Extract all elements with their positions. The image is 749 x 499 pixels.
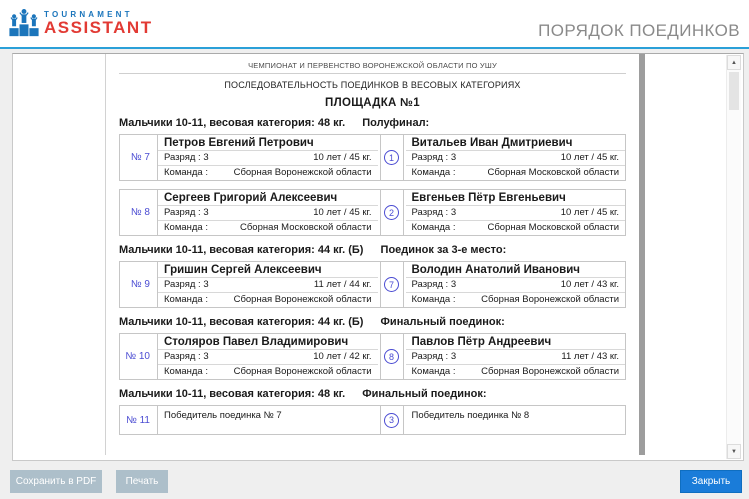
fighter-card-right	[406, 190, 626, 235]
vertical-scrollbar[interactable]	[726, 55, 741, 459]
mat-order-circle: 7	[384, 277, 399, 292]
fighter-team-row	[406, 365, 626, 379]
section-fights	[119, 134, 626, 236]
mat-order-cell	[380, 135, 404, 180]
scrollbar-track[interactable]	[727, 110, 741, 444]
grade-label: Разряд : 3	[164, 279, 209, 290]
fighter-card-right	[406, 262, 626, 307]
team-label: Команда :	[411, 366, 456, 377]
age-weight-value: 10 лет / 43 кг.	[560, 279, 619, 290]
mat-order-cell	[380, 190, 404, 235]
print-button[interactable]: Печать	[116, 470, 168, 493]
team-name: Сборная Воронежской области	[481, 294, 619, 305]
section-heading	[119, 316, 626, 328]
age-weight-value: 10 лет / 45 кг.	[313, 207, 372, 218]
fighter-name: Витальев Иван Дмитриевич	[406, 135, 626, 151]
team-label: Команда :	[411, 222, 456, 233]
mat-order-cell	[380, 334, 404, 379]
team-name: Сборная Воронежской области	[233, 366, 372, 377]
fighter-name: Евгеньев Пётр Евгеньевич	[406, 190, 626, 206]
fighter-card-left	[158, 334, 378, 379]
fighter-team-row	[158, 221, 378, 235]
tournament-podium-icon	[8, 7, 40, 38]
fighter-grade-row	[406, 151, 626, 166]
team-label: Команда :	[411, 294, 456, 305]
mat-order-circle: 1	[384, 150, 399, 165]
app-header	[0, 0, 749, 47]
report-page	[105, 54, 645, 455]
category-label: Мальчики 10-11, весовая категория: 44 кг. (Б)	[119, 244, 364, 256]
fight-row	[119, 261, 626, 308]
grade-label: Разряд : 3	[411, 152, 457, 163]
section-fights	[119, 405, 626, 435]
team-name: Сборная Воронежской области	[233, 294, 372, 305]
fighter-grade-row	[406, 278, 626, 293]
fighter-team-row	[158, 166, 378, 180]
fighter-card-right	[406, 334, 626, 379]
team-name: Сборная Московской области	[487, 167, 619, 178]
team-name: Сборная Московской области	[240, 222, 372, 233]
mat-order-cell	[380, 406, 404, 434]
scroll-up-button[interactable]	[727, 55, 741, 70]
team-label: Команда :	[164, 294, 208, 305]
sections-container	[119, 117, 626, 435]
logo-assistant-text: ASSISTANT	[44, 17, 153, 37]
age-weight-value: 10 лет / 42 кг.	[313, 351, 372, 362]
stage-label: Полуфинал:	[362, 117, 430, 129]
fight-number: № 10	[120, 334, 158, 379]
grade-label: Разряд : 3	[411, 207, 457, 218]
team-label: Команда :	[164, 222, 208, 233]
fight-row	[119, 189, 626, 236]
fighter-name: Петров Евгений Петрович	[158, 135, 378, 151]
fight-number: № 8	[120, 190, 158, 235]
category-section	[119, 388, 626, 435]
fighter-name: Гришин Сергей Алексеевич	[158, 262, 378, 278]
team-label: Команда :	[164, 366, 208, 377]
stage-label: Поединок за 3-е место:	[380, 244, 507, 256]
close-button[interactable]: Закрыть	[680, 470, 742, 493]
team-name: Сборная Воронежской области	[481, 366, 619, 377]
header-divider	[0, 47, 749, 49]
team-label: Команда :	[164, 167, 208, 178]
category-section	[119, 244, 626, 308]
fighter-team-row	[406, 293, 626, 307]
fighter-grade-row	[158, 151, 378, 166]
stage-label: Финальный поединок:	[380, 316, 505, 328]
team-label: Команда :	[411, 167, 456, 178]
fighter-name: Павлов Пётр Андреевич	[406, 334, 626, 350]
logo	[8, 7, 153, 38]
fight-number: № 9	[120, 262, 158, 307]
fighter-name: Володин Анатолий Иванович	[406, 262, 626, 278]
winner-placeholder-left: Победитель поединка № 7	[164, 410, 282, 421]
grade-label: Разряд : 3	[164, 351, 209, 362]
fighter-name: Столяров Павел Владимирович	[158, 334, 378, 350]
grade-label: Разряд : 3	[164, 207, 209, 218]
fighter-grade-row	[158, 278, 378, 293]
fighter-grade-row	[406, 206, 626, 221]
section-heading	[119, 244, 626, 256]
logo-tournament-text: TOURNAMENT	[44, 9, 133, 19]
fight-row	[119, 134, 626, 181]
section-fights	[119, 333, 626, 380]
save-pdf-button[interactable]: Сохранить в PDF	[10, 470, 102, 493]
down-arrow-icon: ▼	[731, 448, 737, 455]
grade-label: Разряд : 3	[164, 152, 209, 163]
fighter-grade-row	[158, 206, 378, 221]
grade-label: Разряд : 3	[411, 351, 457, 362]
fight-number: № 11	[120, 406, 158, 434]
championship-title: ЧЕМПИОНАТ И ПЕРВЕНСТВО ВОРОНЕЖСКОЙ ОБЛАСТИ ПО УШУ	[248, 61, 497, 70]
footer-bar	[0, 462, 749, 499]
grade-label: Разряд : 3	[411, 279, 457, 290]
mat-order-cell	[380, 262, 404, 307]
up-arrow-icon: ▲	[731, 59, 737, 66]
fighter-team-row	[158, 365, 378, 379]
area-title: ПЛОЩАДКА №1	[325, 97, 420, 109]
fighter-grade-row	[158, 350, 378, 365]
age-weight-value: 10 лет / 45 кг.	[313, 152, 372, 163]
winner-placeholder-right: Победитель поединка № 8	[411, 410, 530, 421]
report-subtitle: ПОСЛЕДОВАТЕЛЬНОСТЬ ПОЕДИНКОВ В ВЕСОВЫХ КАТЕГОРИЯХ	[224, 80, 521, 90]
fighter-team-row	[406, 221, 626, 235]
team-name: Сборная Воронежской области	[233, 167, 372, 178]
fighter-card-left	[158, 135, 378, 180]
fighter-team-row	[406, 166, 626, 180]
scrollbar-thumb[interactable]	[729, 72, 739, 110]
section-fights	[119, 261, 626, 308]
team-name: Сборная Московской области	[487, 222, 619, 233]
mat-order-circle: 2	[384, 205, 399, 220]
section-heading	[119, 117, 626, 129]
category-section	[119, 117, 626, 236]
fighter-team-row	[158, 293, 378, 307]
fight-row	[119, 333, 626, 380]
stage-label: Финальный поединок:	[362, 388, 487, 400]
report-viewer-panel	[12, 53, 744, 461]
category-label: Мальчики 10-11, весовая категория: 48 кг.	[119, 388, 346, 400]
age-weight-value: 11 лет / 43 кг.	[561, 351, 619, 362]
fighter-name: Сергеев Григорий Алексеевич	[158, 190, 378, 206]
fighter-card-left	[158, 190, 378, 235]
fight-row	[119, 405, 626, 435]
age-weight-value: 10 лет / 45 кг.	[560, 207, 619, 218]
fighter-card-right	[406, 135, 626, 180]
mat-order-circle: 3	[384, 413, 399, 428]
section-heading	[119, 388, 626, 400]
category-label: Мальчики 10-11, весовая категория: 44 кг. (Б)	[119, 316, 364, 328]
fight-number: № 7	[120, 135, 158, 180]
logo-text	[44, 10, 153, 36]
fighter-grade-row	[406, 350, 626, 365]
scroll-down-button[interactable]	[727, 444, 741, 459]
category-label: Мальчики 10-11, весовая категория: 48 кг.	[119, 117, 346, 129]
age-weight-value: 11 лет / 44 кг.	[313, 279, 372, 290]
category-section	[119, 316, 626, 380]
mat-order-circle: 8	[384, 349, 399, 364]
championship-divider	[119, 73, 626, 74]
page-title: ПОРЯДОК ПОЕДИНКОВ	[538, 21, 740, 40]
age-weight-value: 10 лет / 45 кг.	[560, 152, 619, 163]
fighter-card-left	[158, 262, 378, 307]
